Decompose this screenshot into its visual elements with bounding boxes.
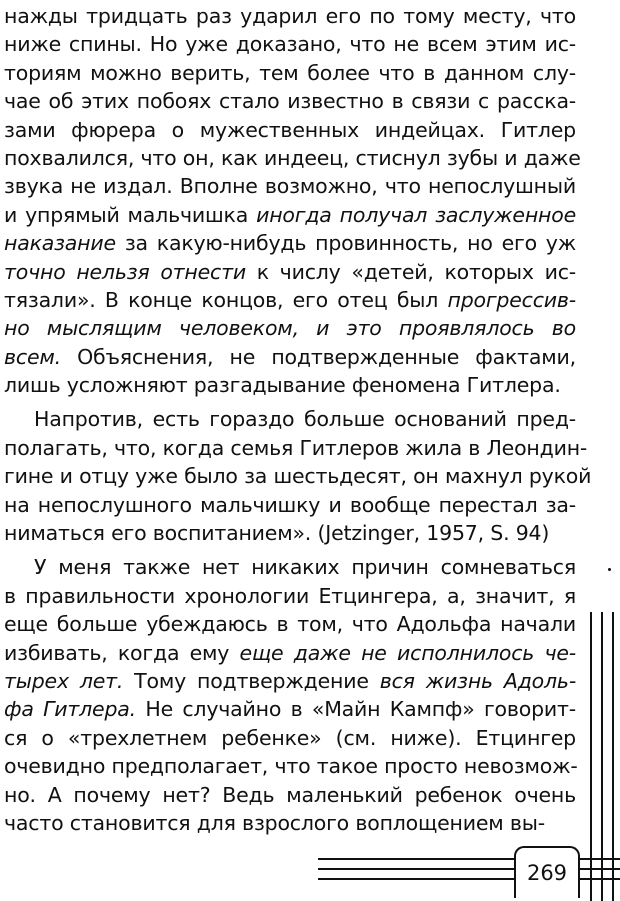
text-line — [4, 667, 576, 695]
text-segment: Не случайно в «Майн Кампф» говорит- — [135, 697, 576, 722]
text-segment: избивать, когда ему — [4, 640, 240, 665]
text-line — [4, 519, 576, 547]
italic-text: фа Гитлера. — [4, 697, 136, 722]
text-line — [4, 201, 576, 229]
text-line — [4, 343, 576, 371]
text-segment: ториям можно верить, тем более что в данном слу- — [4, 60, 576, 85]
text-line — [4, 371, 576, 399]
text-segment: похвалился, что он, как индеец, стиснул зубы и даже — [4, 145, 581, 170]
text-line — [4, 405, 576, 433]
text-line — [4, 434, 588, 462]
text-line — [4, 491, 576, 519]
text-segment: гине и отцу уже было за шестьдесят, он махнул рукой — [4, 464, 592, 489]
text-line — [4, 724, 576, 752]
italic-text: всем. — [4, 344, 61, 369]
italic-text: еще даже не исполнилось че- — [239, 640, 576, 665]
page-number: 269 — [514, 846, 580, 898]
text-segment: тязали». В конце концов, его отец был — [4, 287, 448, 312]
text-segment: ниже спины. Но уже доказано, что не всем этим ис- — [4, 32, 576, 57]
text-segment: но. А почему нет? Ведь маленький ребенок очень — [4, 782, 576, 807]
text-segment: Объяснения, не подтвержденные фактами, — [60, 344, 576, 369]
italic-text: точно нельзя отнести — [4, 259, 246, 284]
text-segment: ся о «трехлетнем ребенке» (см. ниже). Етцингер — [4, 725, 576, 750]
text-segment: нажды тридцать раз ударил его по тому месту, что — [4, 4, 576, 28]
text-line — [4, 553, 576, 581]
stray-mark — [608, 568, 611, 571]
text-line — [4, 695, 576, 723]
text-segment: полагать, что, когда семья Гитлеров жила в Леондин- — [4, 435, 588, 460]
text-line — [4, 462, 592, 490]
text-segment: Тому подтверждение — [123, 668, 380, 693]
text-line — [4, 286, 576, 314]
text-segment: У меня также нет никаких причин сомневаться — [34, 555, 576, 580]
italic-text: иногда получал заслуженное — [256, 202, 577, 227]
text-segment: на непослушного мальчишку и вообще перестал за- — [4, 492, 576, 517]
text-segment: Напротив, есть гораздо больше оснований пред- — [34, 407, 576, 432]
text-line — [4, 2, 576, 30]
text-line — [4, 809, 576, 837]
italic-text: наказание — [4, 231, 116, 256]
text-line — [4, 172, 576, 200]
text-line — [4, 258, 576, 286]
italic-text: тырех лет. — [4, 668, 124, 693]
text-segment: звука не издал. Вполне возможно, что непослушный — [4, 174, 576, 199]
text-line — [4, 87, 576, 115]
text-segment: за какую-нибудь провинность, но его уж — [115, 231, 576, 256]
text-segment: зами фюрера о мужественных индейцах. Гитлер — [4, 117, 576, 142]
text-line — [4, 610, 576, 638]
text-line — [4, 229, 576, 257]
text-segment: и упрямый мальчишка — [4, 202, 257, 227]
text-segment: в правильности хронологии Етцингера, а, значит, я — [4, 583, 576, 608]
text-segment: еще больше убеждаюсь в том, что Адольфа начали — [4, 612, 576, 637]
text-line — [4, 30, 576, 58]
text-line — [4, 582, 576, 610]
text-line — [4, 781, 576, 809]
text-line — [4, 752, 576, 780]
text-line — [4, 639, 576, 667]
italic-text: прогрессив- — [447, 287, 576, 312]
text-segment: лишь усложняют разгадывание феномена Гитлера. — [4, 373, 561, 398]
italic-text: но мыслящим человеком, и это проявлялось во — [4, 316, 576, 341]
text-segment: к числу «детей, которых ис- — [245, 259, 576, 284]
text-line — [4, 116, 576, 144]
text-line — [4, 59, 576, 87]
text-segment: часто становится для взрослого воплощением вы- — [4, 810, 545, 835]
text-segment: ниматься его воспитанием». (Jetzinger, 1957, S. 94) — [4, 521, 550, 546]
text-segment: чае об этих побоях стало известно в связи с расска- — [4, 89, 576, 114]
text-segment: очевидно предполагает, что такое просто невозмож- — [4, 754, 578, 779]
text-line — [4, 144, 581, 172]
text-line — [4, 314, 576, 342]
body-text — [4, 2, 592, 837]
italic-text: вся жизнь Адоль- — [379, 668, 577, 693]
